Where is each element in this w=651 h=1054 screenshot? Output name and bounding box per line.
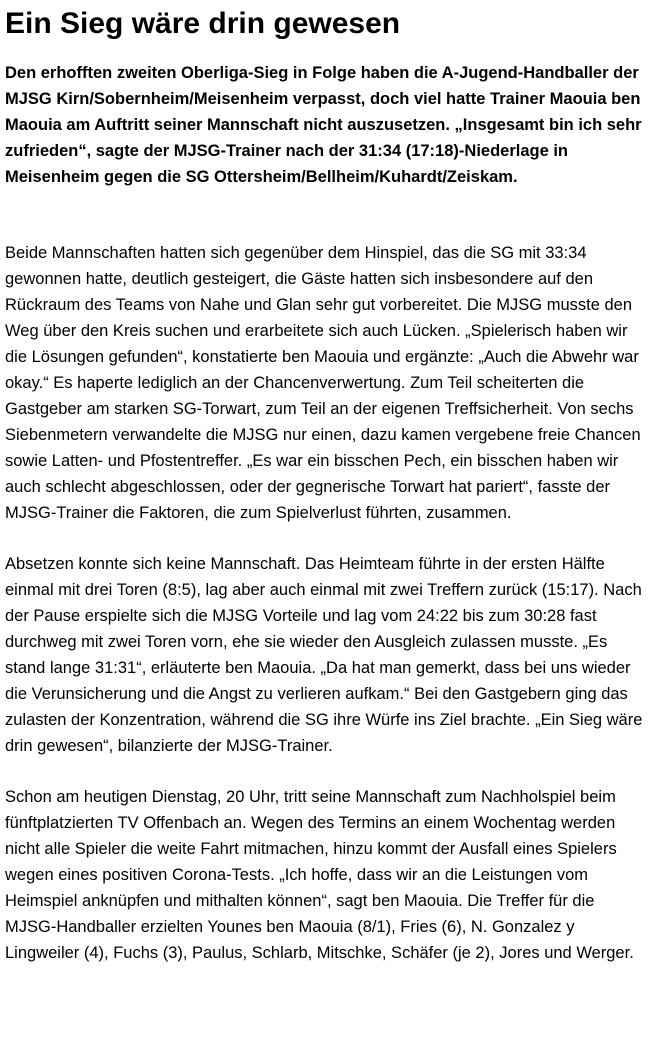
article-paragraph: Schon am heutigen Dienstag, 20 Uhr, tritt seine Mannschaft zum Nachholspiel beim fünftplatzierten TV Offenbach an. Wegen des Termins an einem Wochentag werden nicht alle Spieler die weite Fahrt mitmachen, hinzu kommt der Ausfall eines Spielers wegen eines positiven Corona-Tests. „Ich hoffe, dass wir an die Leistungen vom Heimspiel anknüpfen und mithalten können“, sagt ben Maouia. Die Treffer für die MJSG-Handballer erzielten Younes ben Maouia (8/1), Fries (6), N. Gonzalez y Lingweiler (4), Fuchs (3), Paulus, Schlarb, Mitschke, Schäfer (je 2), Jores und Werger.: [5, 788, 634, 962]
article-lead: Den erhofften zweiten Oberliga-Sieg in Folge haben die A-Jugend-Handballer der MJSG Kirn/Sobernheim/Meisenheim verpasst, doch viel hatte Trainer Maouia ben Maouia am Auftritt seiner Mannschaft nicht auszusetzen. „Insgesamt bin ich sehr zufrieden“, sagte der MJSG-Trainer nach der 31:34 (17:18)-Niederlage in Meisenheim gegen die SG Ottersheim/Bellheim/Kuhardt/Zeiskam.: [5, 64, 642, 186]
article-paragraph: Absetzen konnte sich keine Mannschaft. Das Heimteam führte in der ersten Hälfte einmal mit drei Toren (8:5), lag aber auch einmal mit zwei Treffern zurück (15:17). Nach der Pause erspielte sich die MJSG Vorteile und lag vom 24:22 bis zum 30:28 fast durchweg mit zwei Toren vorn, ehe sie wieder den Ausgleich zulassen musste. „Es stand lange 31:31“, erläuterte ben Maouia. „Da hat man gemerkt, dass bei uns wieder die Verunsicherung und die Angst zu verlieren aufkam.“ Bei den Gastgebern ging das zulasten der Konzentration, während die SG ihre Würfe ins Ziel brachte. „Ein Sieg wäre drin gewesen“, bilanzierte der MJSG-Trainer.: [5, 555, 643, 755]
article-body: [5, 240, 645, 966]
article-title: Ein Sieg wäre drin gewesen: [5, 7, 401, 40]
article-paragraph: Beide Mannschaften hatten sich gegenüber dem Hinspiel, das die SG mit 33:34 gewonnen hatte, deutlich gesteigert, die Gäste hatten sich insbesondere auf den Rückraum des Teams von Nahe und Glan sehr gut vorbereitet. Die MJSG musste den Weg über den Kreis suchen und erarbeitete sich auch Lücken. „Spielerisch haben wir die Lösungen gefunden“, konstatierte ben Maouia und ergänzte: „Auch die Abwehr war okay.“ Es haperte lediglich an der Chancenverwertung. Zum Teil scheiterten die Gastgeber am starken SG-Torwart, zum Teil an der eigenen Treffsicherheit. Von sechs Siebenmetern verwandelte die MJSG nur einen, dazu kamen vergebene freie Chancen sowie Latten- und Pfostentreffer. „Es war ein bisschen Pech, ein bisschen haben wir auch schlecht abgeschlossen, oder der gegnerische Torwart hat pariert“, fasste der MJSG-Trainer die Faktoren, die zum Spielverlust führten, zusammen.: [5, 244, 641, 522]
